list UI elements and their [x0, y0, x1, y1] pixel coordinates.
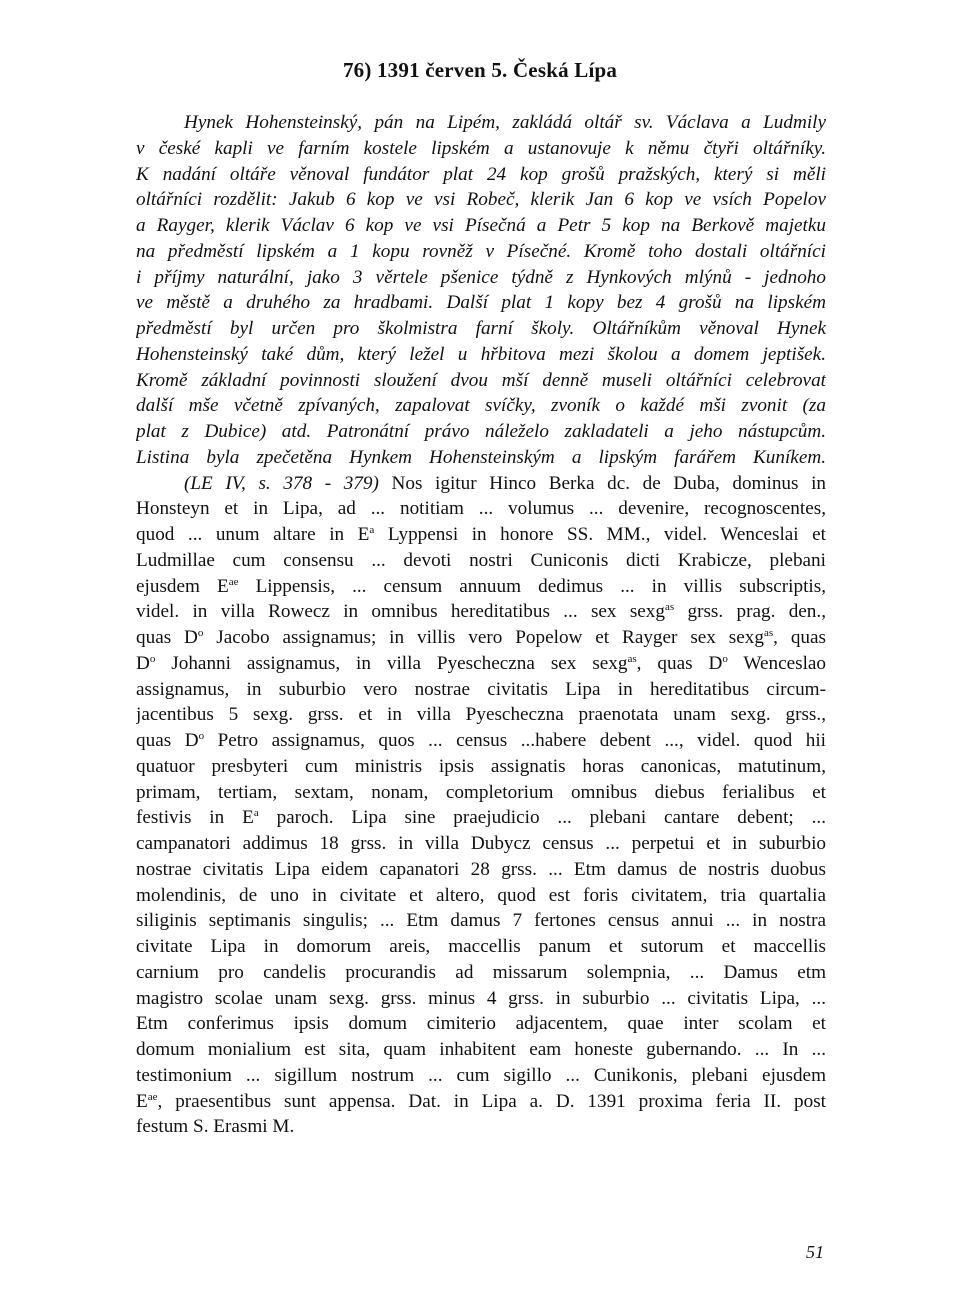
latin-line	[136, 805, 826, 831]
latin-line: testimonium ... sigillum nostrum ... cum sigillo ... Cunikonis, plebani ejusdem	[136, 1064, 826, 1086]
text-run: E	[136, 1090, 148, 1112]
text-run: , praesentibus sunt appensa. Dat. in Lipa a. D. 1391 proxima feria II. post	[157, 1090, 826, 1112]
summary-line: a Rayger, klerik Václav 6 kop ve vsi Písečná a Petr 5 kop na Berkově majetku	[136, 215, 826, 236]
citation: (LE IV, s. 378 - 379)	[184, 472, 379, 494]
superscript: a	[253, 807, 259, 820]
latin-line	[136, 651, 826, 677]
superscript: o	[197, 627, 204, 639]
page-number: 51	[806, 1242, 824, 1262]
summary-line: K nadání oltáře věnoval fundátor plat 24 kop grošů pražských, který si měli	[136, 163, 826, 185]
latin-first: Nos igitur Hinco Berka dc. de Duba, dominus in	[391, 472, 826, 494]
superscript: as	[665, 601, 675, 614]
latin-line: Honsteyn et in Lipa, ad ... notitiam ... volumus ... devenire, recognoscentes,	[136, 498, 826, 520]
latin-line	[136, 728, 826, 754]
latin-line: festum S. Erasmi M.	[136, 1116, 295, 1138]
document-body	[136, 110, 826, 1140]
summary-line: Hohensteinský také dům, který ležel u hřbitova mezi školou a domem jeptišek.	[136, 343, 826, 365]
latin-line: Ludmillae cum consensu ... devoti nostri Cuniconis dicti Krabicze, plebani	[136, 549, 826, 571]
text-run: quas D	[136, 730, 199, 751]
latin-line: civitate Lipa in domorum areis, maccellis panum et sutorum et maccellis	[136, 936, 826, 957]
superscript: ae	[147, 1090, 158, 1103]
summary-line: Hynek Hohensteinský, pán na Lipém, zakládá oltář sv. Václava a Ludmily	[184, 112, 826, 133]
superscript: ae	[228, 575, 239, 588]
summary-line: Listina byla zpečetěna Hynkem Hohensteinským a lipským farářem Kuníkem.	[136, 446, 826, 468]
latin-line: carnium pro candelis procurandis ad missarum solempnia, ... Damus etm	[136, 961, 826, 983]
latin-line	[136, 574, 826, 600]
latin-line	[136, 522, 826, 548]
summary-line: oltářníci rozdělit: Jakub 6 kop ve vsi Robeč, klerik Jan 6 kop ve vsích Popelov	[136, 189, 826, 211]
superscript: o	[198, 730, 205, 742]
text-run: Lippensis, ... censum annuum dedimus ... in villis subscriptis,	[238, 575, 826, 597]
latin-line	[136, 625, 826, 651]
text-run: festivis in E	[136, 807, 254, 829]
latin-line: magistro scolae unam sexg. grss. minus 4 grss. in suburbio ... civitatis Lipa, ...	[136, 987, 826, 1009]
latin-line	[136, 1089, 826, 1115]
text-run: D	[136, 652, 150, 674]
summary-line: ve městě a druhého za hradbami. Další plat 1 kopy bez 4 grošů na lipském	[136, 292, 826, 314]
latin-line: jacentibus 5 sexg. grss. et in villa Pyescheczna praenotata unam sexg. grss.,	[136, 704, 826, 726]
superscript: a	[369, 524, 375, 536]
latin-text	[136, 496, 826, 1140]
text-run: videl. in villa Rowecz in omnibus hereditatibus ... sex sexg	[136, 601, 665, 623]
text-run: Johanni assignamus, in villa Pyescheczna sex sexg	[155, 652, 628, 674]
latin-line: Etm conferimus ipsis domum cimiterio adjacentem, quae inter scolam et	[136, 1013, 826, 1035]
citation-line	[136, 471, 826, 497]
latin-line: campanatori addimus 18 grss. in villa Dubycz census ... perpetui et in suburbio	[136, 833, 826, 854]
summary-line: v české kapli ve farním kostele lipském a ustanovuje k němu čtyři oltářníky.	[136, 137, 826, 159]
text-run: Petro assignamus, quos ... census ...habere debent ..., videl. quod hii	[204, 730, 826, 751]
summary-line: na předměstí lipském a 1 kopu rovněž v Písečné. Kromě toho dostali oltářníci	[136, 240, 826, 262]
text-run: grss. prag. den.,	[674, 601, 826, 623]
superscript: o	[722, 652, 728, 665]
superscript: as	[763, 627, 774, 639]
text-run: paroch. Lipa sine praejudicio ... plebani cantare debent; ...	[258, 807, 826, 829]
summary-line: Kromě základní povinnosti sloužení dvou mší denně museli oltářníci celebrovat	[136, 369, 826, 391]
text-run: quas D	[136, 627, 198, 648]
czech-summary	[136, 110, 826, 471]
superscript: o	[149, 652, 156, 665]
superscript: as	[627, 652, 637, 665]
summary-line: plat z Dubice) atd. Patronátní právo náleželo zakladateli a jeho nástupcům.	[136, 421, 826, 442]
latin-line: quatuor presbyteri cum ministris ipsis assignatis horas canonicas, matutinum,	[136, 755, 826, 777]
latin-line: domum monialium est sita, quam inhabitent eam honeste gubernando. ... In ...	[136, 1039, 826, 1060]
latin-line: primam, tertiam, sextam, nonam, completorium omnibus diebus ferialibus et	[136, 781, 826, 803]
text-run: Wenceslao	[727, 652, 826, 674]
text-run: ejusdem E	[136, 575, 229, 597]
summary-line: další mše včetně zpívaných, zapalovat svíčky, zvoník o každé mši zvonit (za	[136, 395, 826, 417]
summary-line: i příjmy naturální, jako 3 věrtele pšenice týdně z Hynkových mlýnů - jednoho	[136, 266, 826, 288]
text-run: Lyppensi in honore SS. MM., videl. Wenceslai et	[374, 524, 826, 545]
latin-line: nostrae civitatis Lipa eidem capanatori 28 grss. ... Etm damus de nostris duobus	[136, 858, 826, 880]
latin-line: assignamus, in suburbio vero nostrae civitatis Lipa in hereditatibus circum-	[136, 678, 826, 700]
latin-line: siliginis septimanis singulis; ... Etm damus 7 fertones census annui ... in nostra	[136, 910, 826, 932]
latin-line	[136, 599, 826, 625]
page-title: 76) 1391 červen 5. Česká Lípa	[342, 58, 618, 82]
latin-line: molendinis, de uno in civitate et altero, quod est foris civitatem, tria quartalia	[136, 884, 826, 906]
text-run: , quas D	[636, 652, 723, 674]
text-run: quod ... unum altare in E	[136, 524, 370, 545]
summary-line: předměstí byl určen pro školmistra farní školy. Oltářníkům věnoval Hynek	[136, 318, 826, 339]
text-run: , quas	[773, 627, 826, 648]
text-run: Jacobo assignamus; in villis vero Popelow et Rayger sex sexg	[203, 627, 764, 648]
